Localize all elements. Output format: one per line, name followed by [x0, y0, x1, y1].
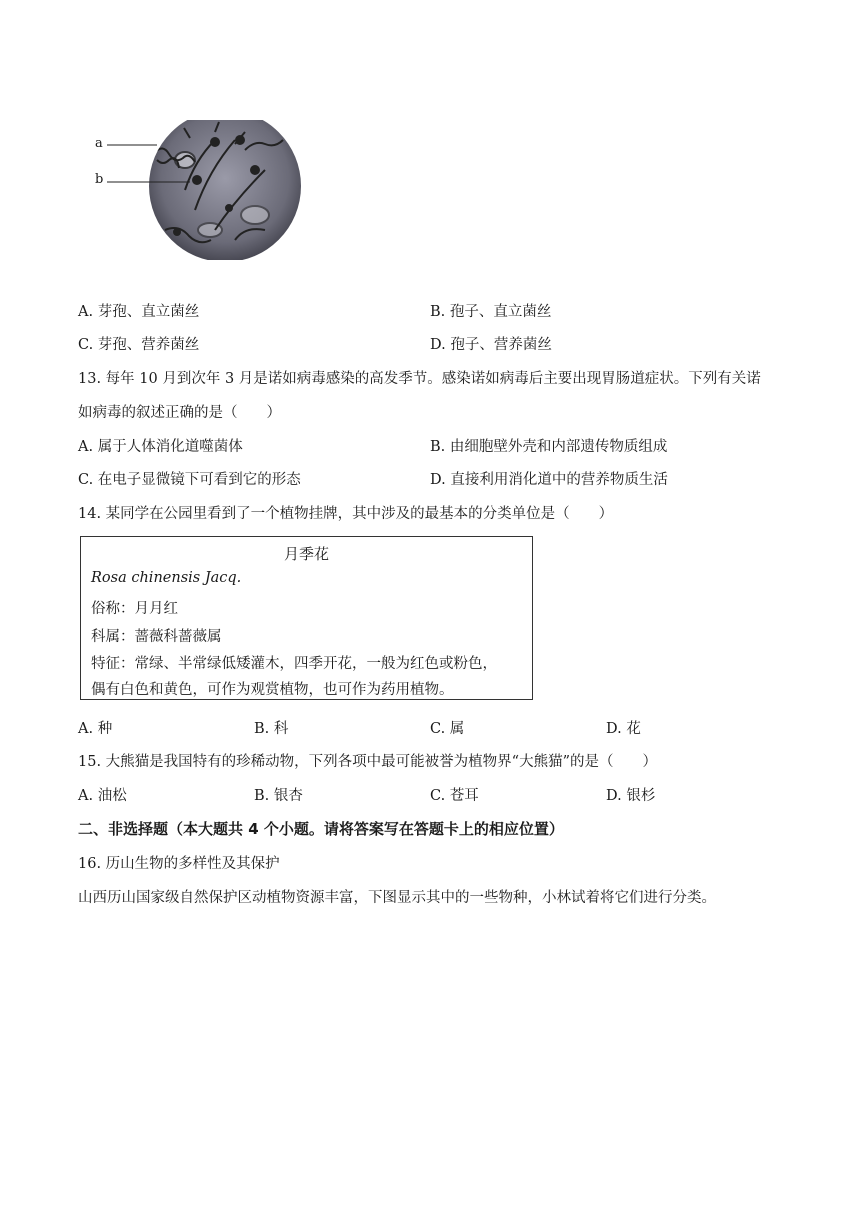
q15-stem: 15. 大熊猫是我国特有的珍稀动物，下列各项中最可能被誉为植物界“大熊猫”的是（ ） [78, 754, 657, 770]
plant-sign-latin-name: Rosa chinensis Jacq. [91, 570, 242, 586]
plant-sign-feature-line2: 偶有白色和黄色，可作为观赏植物，也可作为药用植物。 [91, 682, 454, 698]
q15-option-c: C. 苍耳 [430, 788, 479, 804]
q12-option-b: B. 孢子、直立菌丝 [430, 304, 552, 320]
q13-option-a: A. 属于人体消化道噬菌体 [78, 439, 243, 455]
q13-option-d: D. 直接利用消化道中的营养物质生活 [430, 472, 668, 488]
q12-option-a: A. 芽孢、直立菌丝 [78, 304, 200, 320]
q13-option-c: C. 在电子显微镜下可看到它的形态 [78, 472, 301, 488]
q14-option-b: B. 科 [254, 721, 289, 737]
figure-label-a: a [95, 136, 103, 151]
plant-sign [80, 536, 533, 700]
plant-sign-title: 月季花 [283, 545, 329, 563]
plant-sign-family: 科属：蔷薇科蔷薇属 [91, 629, 222, 645]
q14-stem: 14. 某同学在公园里看到了一个植物挂牌，其中涉及的最基本的分类单位是（ ） [78, 506, 614, 522]
q15-option-a: A. 油松 [78, 788, 127, 804]
q16-title: 16. 历山生物的多样性及其保护 [78, 856, 280, 872]
figure-label-b: b [95, 172, 104, 187]
plant-sign-feature-line1: 特征：常绿、半常绿低矮灌木，四季开花，一般为红色或粉色， [91, 656, 497, 672]
q14-option-d: D. 花 [606, 721, 641, 737]
q15-option-b: B. 银杏 [254, 788, 303, 804]
q13-stem-line2: 如病毒的叙述正确的是（ ） [78, 405, 281, 421]
q14-option-a: A. 种 [78, 721, 113, 737]
q13-option-b: B. 由细胞壁外壳和内部遗传物质组成 [430, 439, 668, 455]
q12-option-c: C. 芽孢、营养菌丝 [78, 337, 200, 353]
q15-option-d: D. 银杉 [606, 788, 656, 804]
q16-intro: 山西历山国家级自然保护区动植物资源丰富，下图显示其中的一些物种，小林试着将它们进行分类。 [78, 890, 716, 906]
plant-sign-common-name: 俗称：月月红 [91, 601, 178, 617]
section2-heading: 二、非选择题（本大题共 4 个小题。请将答案写在答题卡上的相应位置） [78, 820, 564, 838]
mold-microscope-figure [95, 120, 310, 260]
q14-option-c: C. 属 [430, 721, 465, 737]
q12-option-d: D. 孢子、营养菌丝 [430, 337, 552, 353]
q13-stem-line1: 13. 每年 10 月到次年 3 月是诺如病毒感染的高发季节。感染诺如病毒后主要出现胃肠道症状。下列有关诺 [78, 371, 761, 387]
